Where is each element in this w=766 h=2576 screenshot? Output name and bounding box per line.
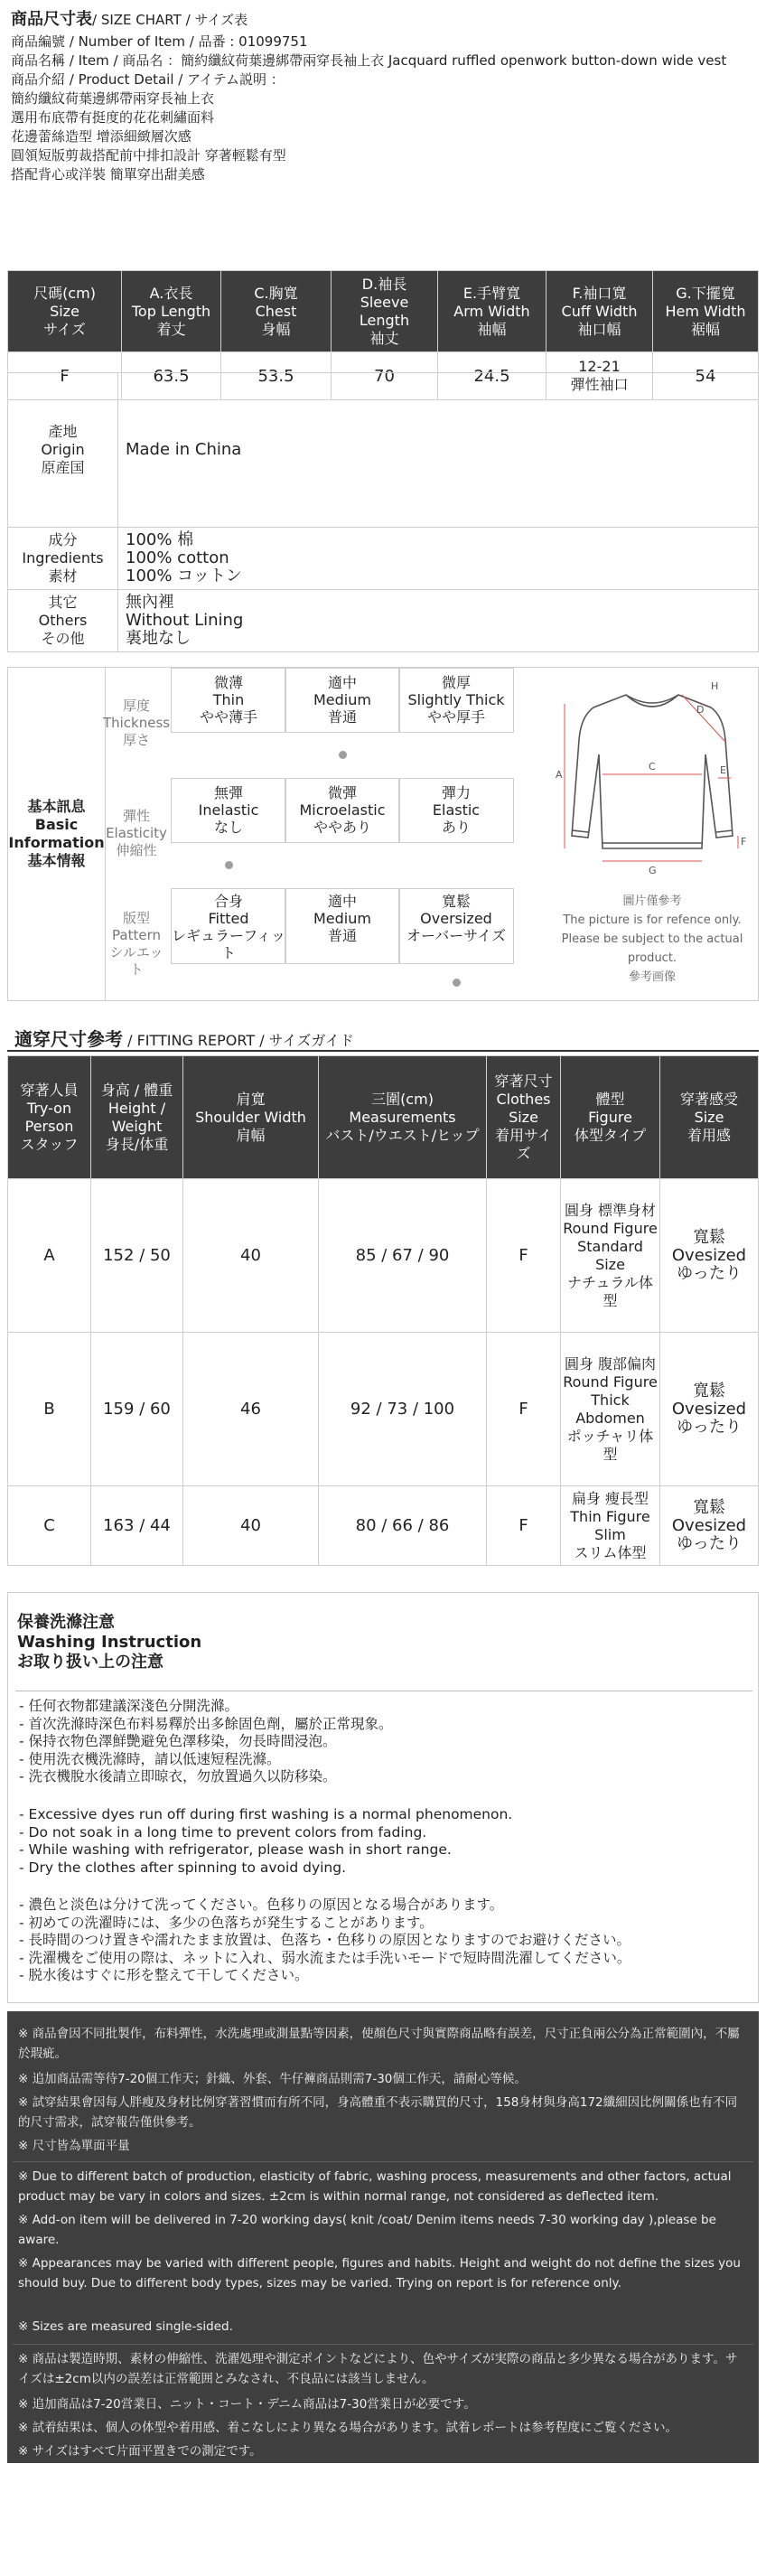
pattern-option: 適中 Medium 普通 (285, 888, 400, 964)
header-line-text: 着丈 (156, 320, 186, 338)
note-item: ※ 商品は製造時期、素材の伸縮性、洗濯処理や測定ポイントなどにより、色やサイズが実際の商品と多少異なる場合があります。サイズは±2cm以内の誤差は正常範囲とみなされ、不良品には該当しません。 (18, 2352, 738, 2386)
header-line-text: Cuff Width (561, 302, 638, 320)
note-item: ※ 尺寸皆為單面平量 (18, 2139, 130, 2153)
note-item: ※ 追加商品需等待7-20個工作天；針織、外套、牛仔褲商品則需7-30個工作天，請耐心等候。 (18, 2072, 527, 2086)
fitting-row (8, 1179, 759, 1333)
diagram-letter: G (649, 865, 657, 876)
others-row (8, 590, 759, 652)
sweater-outline-icon (546, 668, 758, 894)
diagram-letter: F (741, 836, 747, 848)
divider (7, 1050, 759, 1052)
fitting-cell: F (487, 1333, 561, 1486)
origin-row (8, 373, 759, 528)
header-line-text: Top Length (131, 302, 211, 320)
fitting-header-cell: 肩寬 Shoulder Width 肩幅 (183, 1056, 319, 1179)
fitting-cell: 85 / 67 / 90 (319, 1179, 487, 1333)
diagram-letter: E (720, 764, 726, 776)
fitting-header (8, 1056, 759, 1179)
header-line-text: Hem Width (665, 302, 746, 320)
thickness-option: 適中 Medium 普通 (285, 668, 400, 733)
fitting-header-cell: 三圍(cm) Measurements バスト/ウエスト/ヒップ (319, 1056, 487, 1179)
size-header-cell (332, 271, 438, 352)
fitting-cell: 40 (183, 1179, 319, 1333)
header-line-text: サイズ (43, 320, 86, 338)
header-line-text: Size (50, 302, 79, 320)
header-line-text: 袖幅 (477, 320, 507, 338)
header-line-text: E.手臂寬 (462, 284, 521, 302)
fitting-cell: B (8, 1333, 91, 1486)
elasticity-option: 微彈 Microelastic ややあり (285, 778, 400, 843)
header-line-text: Sleeve (360, 293, 409, 311)
note-item: ※ Appearances may be varied with different people, figures and habits. Height and weight do not define the sizes you should buy. Due to different body types, sizes may be varied. Trying on report is for reference only. (18, 2256, 741, 2290)
header-line-text: F.袖口寬 (572, 284, 627, 302)
basic-info-panel (7, 667, 759, 1001)
divider (13, 2344, 753, 2345)
fitting-cell: 寬鬆 Ovesized ゆったり (660, 1179, 759, 1333)
pattern-label: 版型 Pattern シルエット (109, 910, 163, 978)
fitting-cell: 40 (183, 1486, 319, 1566)
size-cell: 54 (653, 352, 759, 400)
header-line: 商品編號 / Number of Item / 品番 : 01099751 (11, 33, 308, 50)
fitting-row (8, 1486, 759, 1566)
fitting-cell: 152 / 50 (91, 1179, 183, 1333)
ingredients-value: 100% 棉 100% cotton 100% コットン (118, 528, 759, 590)
note-item: ※ サイズはすべて片面平置きでの測定です。 (18, 2444, 262, 2459)
thickness-group (102, 668, 545, 778)
header-line: 商品名稱 / Item / 商品名 ：簡約纖紋荷葉邊綁帶兩穿長袖上衣 Jacquard ruffled openwork button-down wide vest (11, 52, 727, 69)
thickness-option: 微厚 Slightly Thick やや厚手 (398, 668, 514, 733)
elasticity-group (106, 778, 545, 888)
fitting-cell: F (487, 1486, 561, 1566)
header-line-text: Length (359, 311, 410, 329)
size-header-cell (653, 271, 759, 352)
elasticity-option: 彈力 Elastic あり (398, 778, 514, 843)
washing-zh: - 任何衣物都建議深淺色分開洗滌。 - 首次洗滌時深色布料易釋於出多餘固色劑，屬於正常現象。 - 保持衣物色澤鮮艷避免色澤移染，勿長時間浸泡。 - 使用洗衣機洗滌時，請以低速短程洗滌。 - 洗衣機脫水後請立即晾衣，勿放置過久以防移染。 (19, 1698, 393, 1784)
size-header-cell (8, 271, 122, 352)
size-chart-title: 商品尺寸表/ SIZE CHART / サイズ表 (11, 10, 248, 29)
header-line-text: Chest (255, 302, 297, 320)
elasticity-label: 彈性 Elasticity 伸縮性 (106, 807, 167, 858)
fitting-cell: A (8, 1179, 91, 1333)
pattern-option: 合身 Fitted レギュラーフィット (171, 888, 286, 964)
note-item: ※ Sizes are measured single-sided. (18, 2319, 233, 2334)
size-header-cell (438, 271, 546, 352)
size-cell: 70 (332, 352, 438, 400)
fitting-cell: C (8, 1486, 91, 1566)
selection-dot (339, 751, 347, 759)
diagram-letter: H (711, 680, 719, 692)
selection-dot (225, 861, 233, 869)
note-item: ※ 商品會因不同批製作，布料彈性，水洗處理或測量點等因素，使顏色尺寸與實際商品略有誤差，尺寸正負兩公分為正常範圍內，不屬於瑕疵。 (18, 2027, 740, 2061)
washing-en: - Excessive dyes run off during first washing is a normal phenomenon. - Do not soak in a long time to prevent colors from fading. - While washing with refrigerator, please wash in short range. - Dry the clothes after spinning to avoid dying. (19, 1806, 513, 1876)
selection-dot (453, 979, 461, 987)
fitting-cell: 圓身 腹部偏肉 Round Figure Thick Abdomen ポッチャリ体型 (561, 1333, 660, 1486)
note-item: ※ 試着結果は、個人の体型や着用感、着こなしにより異なる場合があります。試着レポートは参考程度にご覧ください。 (18, 2421, 678, 2435)
others-value: 無內裡 Without Lining 裏地なし (118, 590, 759, 652)
size-cell: 12-21 彈性袖口 (546, 352, 653, 400)
garment-diagram (546, 668, 758, 1000)
ingredients-row (8, 528, 759, 590)
fitting-header-cell: 穿著尺寸 Clothes Size 着用サイズ (487, 1056, 561, 1179)
header-line-text: C.胸寬 (254, 284, 298, 302)
fitting-header-cell: 身高 / 體重 Height / Weight 身長/体重 (91, 1056, 183, 1179)
others-label: 其它 Others その他 (8, 590, 118, 652)
pattern-option: 寬鬆 Oversized オーバーサイズ (398, 888, 514, 964)
washing-ja: - 濃色と淡色は分けて洗ってください。色移りの原因となる場合があります。 - 初めての洗濯時には、多少の色落ちが発生することがあります。 - 長時間のつけ置きや濡れたまま放置は、色落ち・色移りの原因となりますのでお避けください。 - 洗濯機をご使用の際は、ネットに入れ、弱水流または手洗いモードで短時間洗濯してください。 - 脱水後はすぐに形を整えて干してください。 (19, 1897, 631, 1983)
header-line: 商品介紹 / Product Detail / アイテム説明 ： (11, 71, 285, 88)
fitting-cell: 46 (183, 1333, 319, 1486)
note-item: ※ Add-on item will be delivered in 7-20 working days( knit /coat/ Denim items needs 7-30 working day ),please be aware. (18, 2213, 716, 2247)
divider (13, 2161, 753, 2162)
fitting-row (8, 1333, 759, 1486)
size-header-cell (221, 271, 332, 352)
fitting-header-cell: 穿著人員 Try-on Person スタッフ (8, 1056, 91, 1179)
note-item: ※ 試穿結果會因每人胖瘦及身材比例穿著習慣而有所不同，身高體重不表示購買的尺寸，158身材與身高172纖細因比例關係也有不同的尺寸需求，試穿報告僅供參考。 (18, 2095, 738, 2130)
fitting-title: 適穿尺寸參考 / FITTING REPORT / サイズガイド (14, 1028, 354, 1050)
size-cell: 63.5 (122, 352, 221, 400)
thickness-option: 微薄 Thin やや薄手 (171, 668, 286, 733)
size-cell: F (8, 352, 122, 400)
diagram-letter: A (556, 769, 563, 781)
fitting-cell: 扁身 瘦長型 Thin Figure Slim スリム体型 (561, 1486, 660, 1566)
fitting-table (7, 1055, 759, 1566)
fitting-cell: 159 / 60 (91, 1333, 183, 1486)
thickness-label: 厚度 Thickness 厚さ (102, 697, 171, 748)
note-item: ※ 追加商品は7-20営業日、ニット・コート・デニム商品は7-30営業日が必要です。 (18, 2397, 476, 2412)
header-line: 簡約纖紋荷葉邊綁帶兩穿長袖上衣 (11, 90, 215, 107)
size-cell: 53.5 (221, 352, 332, 400)
diagram-letter: D (696, 704, 705, 716)
pattern-group (106, 888, 545, 1000)
elasticity-option: 無彈 Inelastic なし (171, 778, 286, 843)
fitting-cell: 80 / 66 / 86 (319, 1486, 487, 1566)
diagram-letter: C (649, 761, 656, 773)
fitting-cell: 寬鬆 Ovesized ゆったり (660, 1486, 759, 1566)
header-line-text: G.下擺寬 (676, 284, 735, 302)
size-table-header (8, 271, 759, 352)
fitting-cell: 寬鬆 Ovesized ゆったり (660, 1333, 759, 1486)
note-item: ※ Due to different batch of production, elasticity of fabric, washing process, measurements and other factors, actual product may be vary in colors and sizes. ±2cm is within normal range, not considered as deflected item. (18, 2169, 732, 2204)
origin-value: Made in China (118, 373, 759, 528)
washing-panel (7, 1592, 759, 2003)
diagram-caption: 圖片僅參考 The picture is for refence only. Please be subject to the actual product. 參考画像 (561, 895, 743, 984)
fitting-cell: 92 / 73 / 100 (319, 1333, 487, 1486)
header-line: 搭配背心或洋裝 簡單穿出甜美感 (11, 166, 205, 183)
header-line-text: 尺碼(cm) (33, 284, 96, 302)
fitting-header-cell: 穿著感受 Size 着用感 (660, 1056, 759, 1179)
basic-info-title: 基本訊息 Basic Information 基本情報 (8, 668, 106, 1000)
header-line-text: 裾幅 (690, 320, 720, 338)
washing-title: 保養洗滌注意 Washing Instruction お取り扱い上の注意 (17, 1613, 202, 1672)
header-line: 選用布底帶有挺度的花花刺繡面料 (11, 109, 215, 126)
product-header (11, 7, 761, 184)
header-line-text: A.衣長 (149, 284, 193, 302)
fitting-cell: F (487, 1179, 561, 1333)
header-line-text: D.袖長 (361, 275, 407, 293)
fitting-header-cell: 體型 Figure 体型タイプ (561, 1056, 660, 1179)
ingredients-label: 成分 Ingredients 素材 (8, 528, 118, 590)
origin-label: 產地 Origin 原産国 (8, 373, 118, 528)
fitting-cell: 圓身 標準身材 Round Figure Standard Size ナチュラル体型 (561, 1179, 660, 1333)
header-line-text: 袖丈 (369, 329, 399, 347)
info-table (7, 372, 759, 652)
size-cell: 24.5 (438, 352, 546, 400)
header-line: 花邊蕾絲造型 增添細緻層次感 (11, 128, 192, 145)
size-header-cell (546, 271, 653, 352)
header-line: 圓領短版剪裁搭配前中排扣設計 穿著輕鬆有型 (11, 147, 286, 164)
fitting-cell: 163 / 44 (91, 1486, 183, 1566)
size-header-cell (122, 271, 221, 352)
header-line-text: 身幅 (261, 320, 291, 338)
notes-panel (7, 2011, 759, 2463)
header-line-text: 袖口幅 (577, 320, 621, 338)
header-line-text: Arm Width (453, 302, 530, 320)
